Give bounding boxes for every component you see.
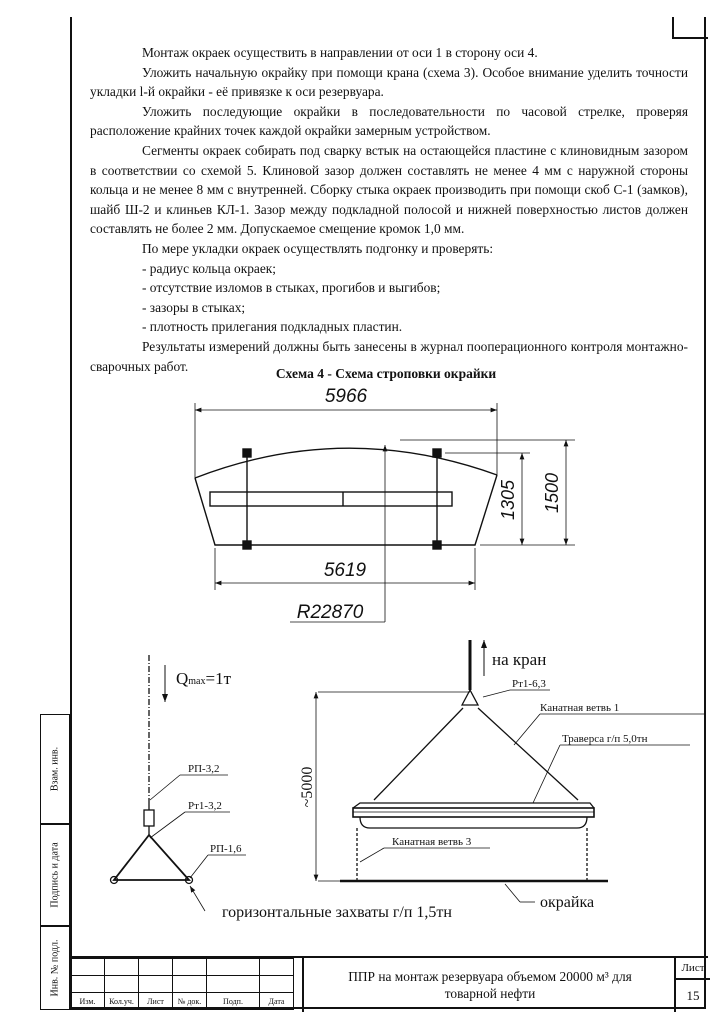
paragraph: По мере укладки окраек осуществлять подгонку и проверять: bbox=[142, 240, 494, 256]
dim-h2: 1500 bbox=[542, 472, 562, 514]
label-branch3: Канатная ветвь 3 bbox=[392, 836, 472, 848]
label-rt163: Рт1-6,3 bbox=[512, 678, 546, 690]
col-data: Дата bbox=[260, 993, 294, 1010]
list-item: - отсутствие изломов в стыках, прогибов и выгибов; bbox=[142, 280, 441, 296]
col-izm: Изм. bbox=[71, 993, 105, 1010]
col-list: Лист bbox=[139, 993, 173, 1010]
paragraph: Результаты измерений должны быть занесены в журнал пооперационного контроля монтажно-сварочных работ. bbox=[90, 338, 688, 374]
paragraph: Уложить последующие окрайки в последовательности по часовой стрелке, проверяя расположение крайних точек каждой окрайки замерным устройством. bbox=[90, 103, 688, 139]
label-rp16: РП-1,6 bbox=[210, 843, 242, 855]
paragraph: Сегменты окраек собирать под сварку встык на остающейся пластине с клиновидным зазором в соответствии со схемой 5. Клиновой зазор должен составлять не менее 4 мм с наружной стороны кольца и не менее 8 мм с внутренней. Сборку стыка окраек производить при помощи скоб С-1 (замков), шайб Ш-2 и клиньев КЛ-1. Зазор между подкладной полосой и нижней поверхностью листов должен составлять не более 2 мм. Допускаемое смещение кромок 1,0 мм. bbox=[90, 142, 688, 237]
paragraph: Монтаж окраек осуществить в направлении от оси 1 в сторону оси 4. bbox=[142, 45, 538, 60]
sheet-label: Лист bbox=[676, 958, 710, 980]
stamp-inventory-number: Инв. № подл. bbox=[40, 926, 70, 1010]
stamp-signature-date: Подпись и дата bbox=[40, 824, 70, 926]
dim-h1: 1305 bbox=[498, 479, 518, 521]
list-item: - зазоры в стыках; bbox=[142, 299, 246, 315]
svg-text:Qmax=1т: Qmax=1т bbox=[176, 669, 232, 688]
sheet-number: 15 bbox=[686, 988, 700, 1003]
label-okraika: окрайка bbox=[540, 894, 595, 911]
label-traverse: Траверса г/п 5,0тн bbox=[562, 733, 648, 745]
dim-height: ~5000 bbox=[299, 766, 316, 808]
title-block bbox=[70, 956, 708, 1012]
qmax-label: Q bbox=[176, 669, 189, 688]
paragraph: Уложить начальную окрайку при помощи крана (схема 3). Особое внимание уделить точности укладки l-й окрайки - её привязке к оси резервуара. bbox=[90, 64, 688, 100]
col-koluch: Кол.уч. bbox=[105, 993, 139, 1010]
revision-table bbox=[70, 958, 294, 1010]
dim-top-width: 5966 bbox=[324, 386, 368, 407]
label-branch1: Канатная ветвь 1 bbox=[540, 702, 620, 714]
list-item: - плотность прилегания подкладных пластин. bbox=[142, 319, 403, 335]
traverse-view bbox=[316, 640, 705, 902]
figure-title: Схема 4 - Схема строповки окрайки bbox=[275, 366, 497, 381]
plate-plan bbox=[195, 403, 575, 622]
label-rt132: Рт1-3,2 bbox=[188, 800, 222, 812]
sling-side-view bbox=[111, 655, 247, 911]
dim-radius: R22870 bbox=[296, 602, 364, 623]
sheet-box bbox=[674, 958, 710, 1012]
col-ndok: № док. bbox=[173, 993, 207, 1010]
label-rp32: РП-3,2 bbox=[188, 763, 220, 775]
dim-bottom-width: 5619 bbox=[323, 560, 367, 581]
label-to-crane: на кран bbox=[492, 650, 547, 669]
label-grips: горизонтальные захваты г/п 1,5тн bbox=[222, 904, 452, 921]
col-podp: Подп. bbox=[207, 993, 260, 1010]
document-title: ППР на монтаж резервуара объемом 20000 м³ для товарной нефти bbox=[302, 958, 676, 1012]
stamp-replacement: Взам. инв. bbox=[40, 714, 70, 824]
list-item: - радиус кольца окраек; bbox=[142, 260, 277, 276]
